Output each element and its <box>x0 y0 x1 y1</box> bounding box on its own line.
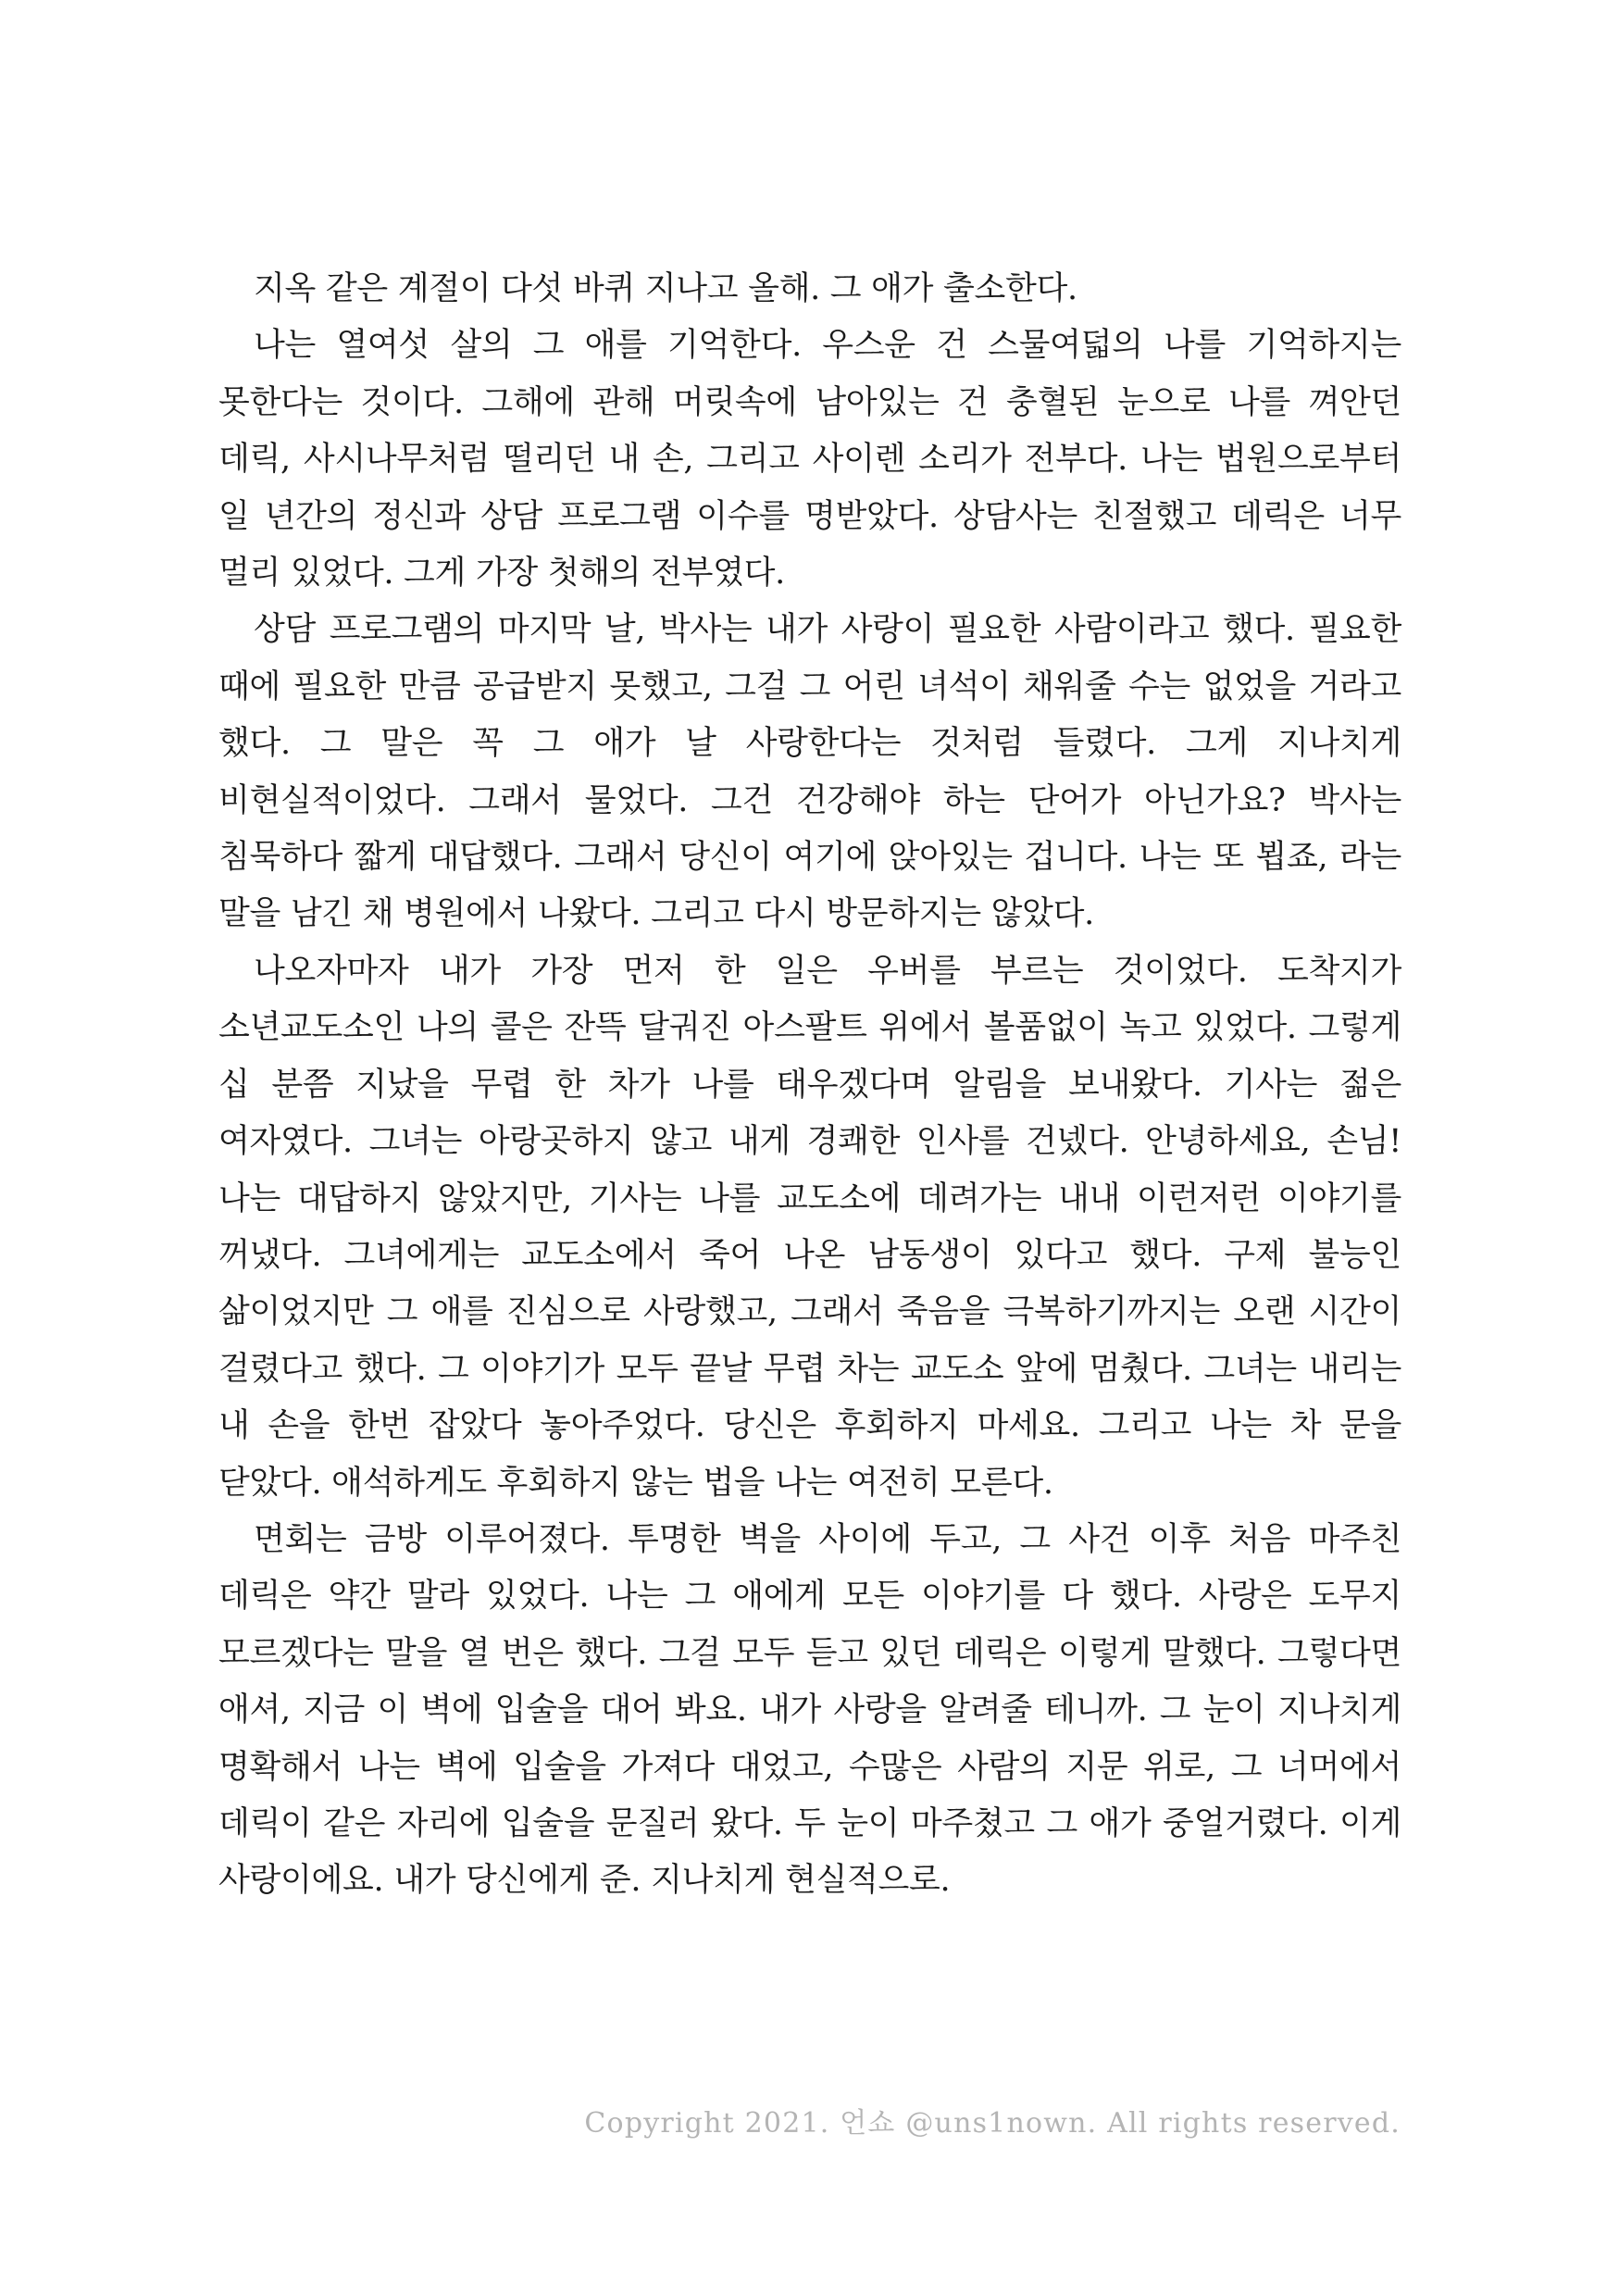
paragraph-1: 지옥 같은 계절이 다섯 바퀴 지나고 올해. 그 애가 출소한다. <box>254 270 1077 307</box>
paragraph-5: 면회는 금방 이루어졌다. 투명한 벽을 사이에 두고, 그 사건 이후 처음 마주친 데릭은 약간 말라 있었다. 나는 그 애에게 모든 이야기를 다 했다. 사랑은 도무지 모르겠다는 말을 열 번은 했다. 그걸 모두 듣고 있던 데릭은 이렇게 말했다. 그렇다면 애셔, 지금 이 벽에 입술을 대어 봐요. 내가 사랑을 알려줄 테니까. 그 눈이 지나치게 명확해서 나는 벽에 입술을 가져다 대었고, 수많은 사람의 지문 위로, 그 너머에서 데릭이 같은 자리에 입술을 문질러 왔다. 두 눈이 마주쳤고 그 애가 중얼거렸다. 이게 사랑이에요. 내가 당신에게 준. 지나치게 현실적으로. <box>218 1520 1401 1900</box>
paragraph-2: 나는 열여섯 살의 그 애를 기억한다. 우스운 건 스물여덟의 나를 기억하지는 못한다는 것이다. 그해에 관해 머릿속에 남아있는 건 충혈된 눈으로 나를 껴안던 데릭, 사시나무처럼 떨리던 내 손, 그리고 사이렌 소리가 전부다. 나는 법원으로부터 일 년간의 정신과 상담 프로그램 이수를 명받았다. 상담사는 친절했고 데릭은 너무 멀리 있었다. 그게 가장 첫해의 전부였다. <box>218 327 1401 593</box>
paragraph-3: 상담 프로그램의 마지막 날, 박사는 내가 사랑이 필요한 사람이라고 했다. 필요한 때에 필요한 만큼 공급받지 못했고, 그걸 그 어린 녀석이 채워줄 수는 없었을 거라고 했다. 그 말은 꼭 그 애가 날 사랑한다는 것처럼 들렸다. 그게 지나치게 비현실적이었다. 그래서 물었다. 그건 건강해야 하는 단어가 아닌가요? 박사는 침묵하다 짧게 대답했다. 그래서 당신이 여기에 앉아있는 겁니다. 나는 또 뵙죠, 라는 말을 남긴 채 병원에서 나왔다. 그리고 다시 방문하지는 않았다. <box>218 611 1401 933</box>
paragraph-4: 나오자마자 내가 가장 먼저 한 일은 우버를 부르는 것이었다. 도착지가 소년교도소인 나의 콜은 잔뜩 달궈진 아스팔트 위에서 볼품없이 녹고 있었다. 그렇게 십 분쯤 지났을 무렵 한 차가 나를 태우겠다며 알림을 보내왔다. 기사는 젊은 여자였다. 그녀는 아랑곳하지 않고 내게 경쾌한 인사를 건넸다. 안녕하세요, 손님! 나는 대답하지 않았지만, 기사는 나를 교도소에 데려가는 내내 이런저런 이야기를 꺼냈다. 그녀에게는 교도소에서 죽어 나온 남동생이 있다고 했다. 구제 불능인 삶이었지만 그 애를 진심으로 사랑했고, 그래서 죽음을 극복하기까지는 오랜 시간이 걸렸다고 했다. 그 이야기가 모두 끝날 무렵 차는 교도소 앞에 멈췄다. 그녀는 내리는 내 손을 한번 잡았다 놓아주었다. 당신은 후회하지 마세요. 그리고 나는 차 문을 닫았다. 애석하게도 후회하지 않는 법을 나는 여전히 모른다. <box>218 952 1401 1502</box>
document-body <box>218 261 1401 1910</box>
copyright-notice: Copyright 2021. 언쇼 @uns1nown. All rights reserved. <box>584 2107 1401 2140</box>
